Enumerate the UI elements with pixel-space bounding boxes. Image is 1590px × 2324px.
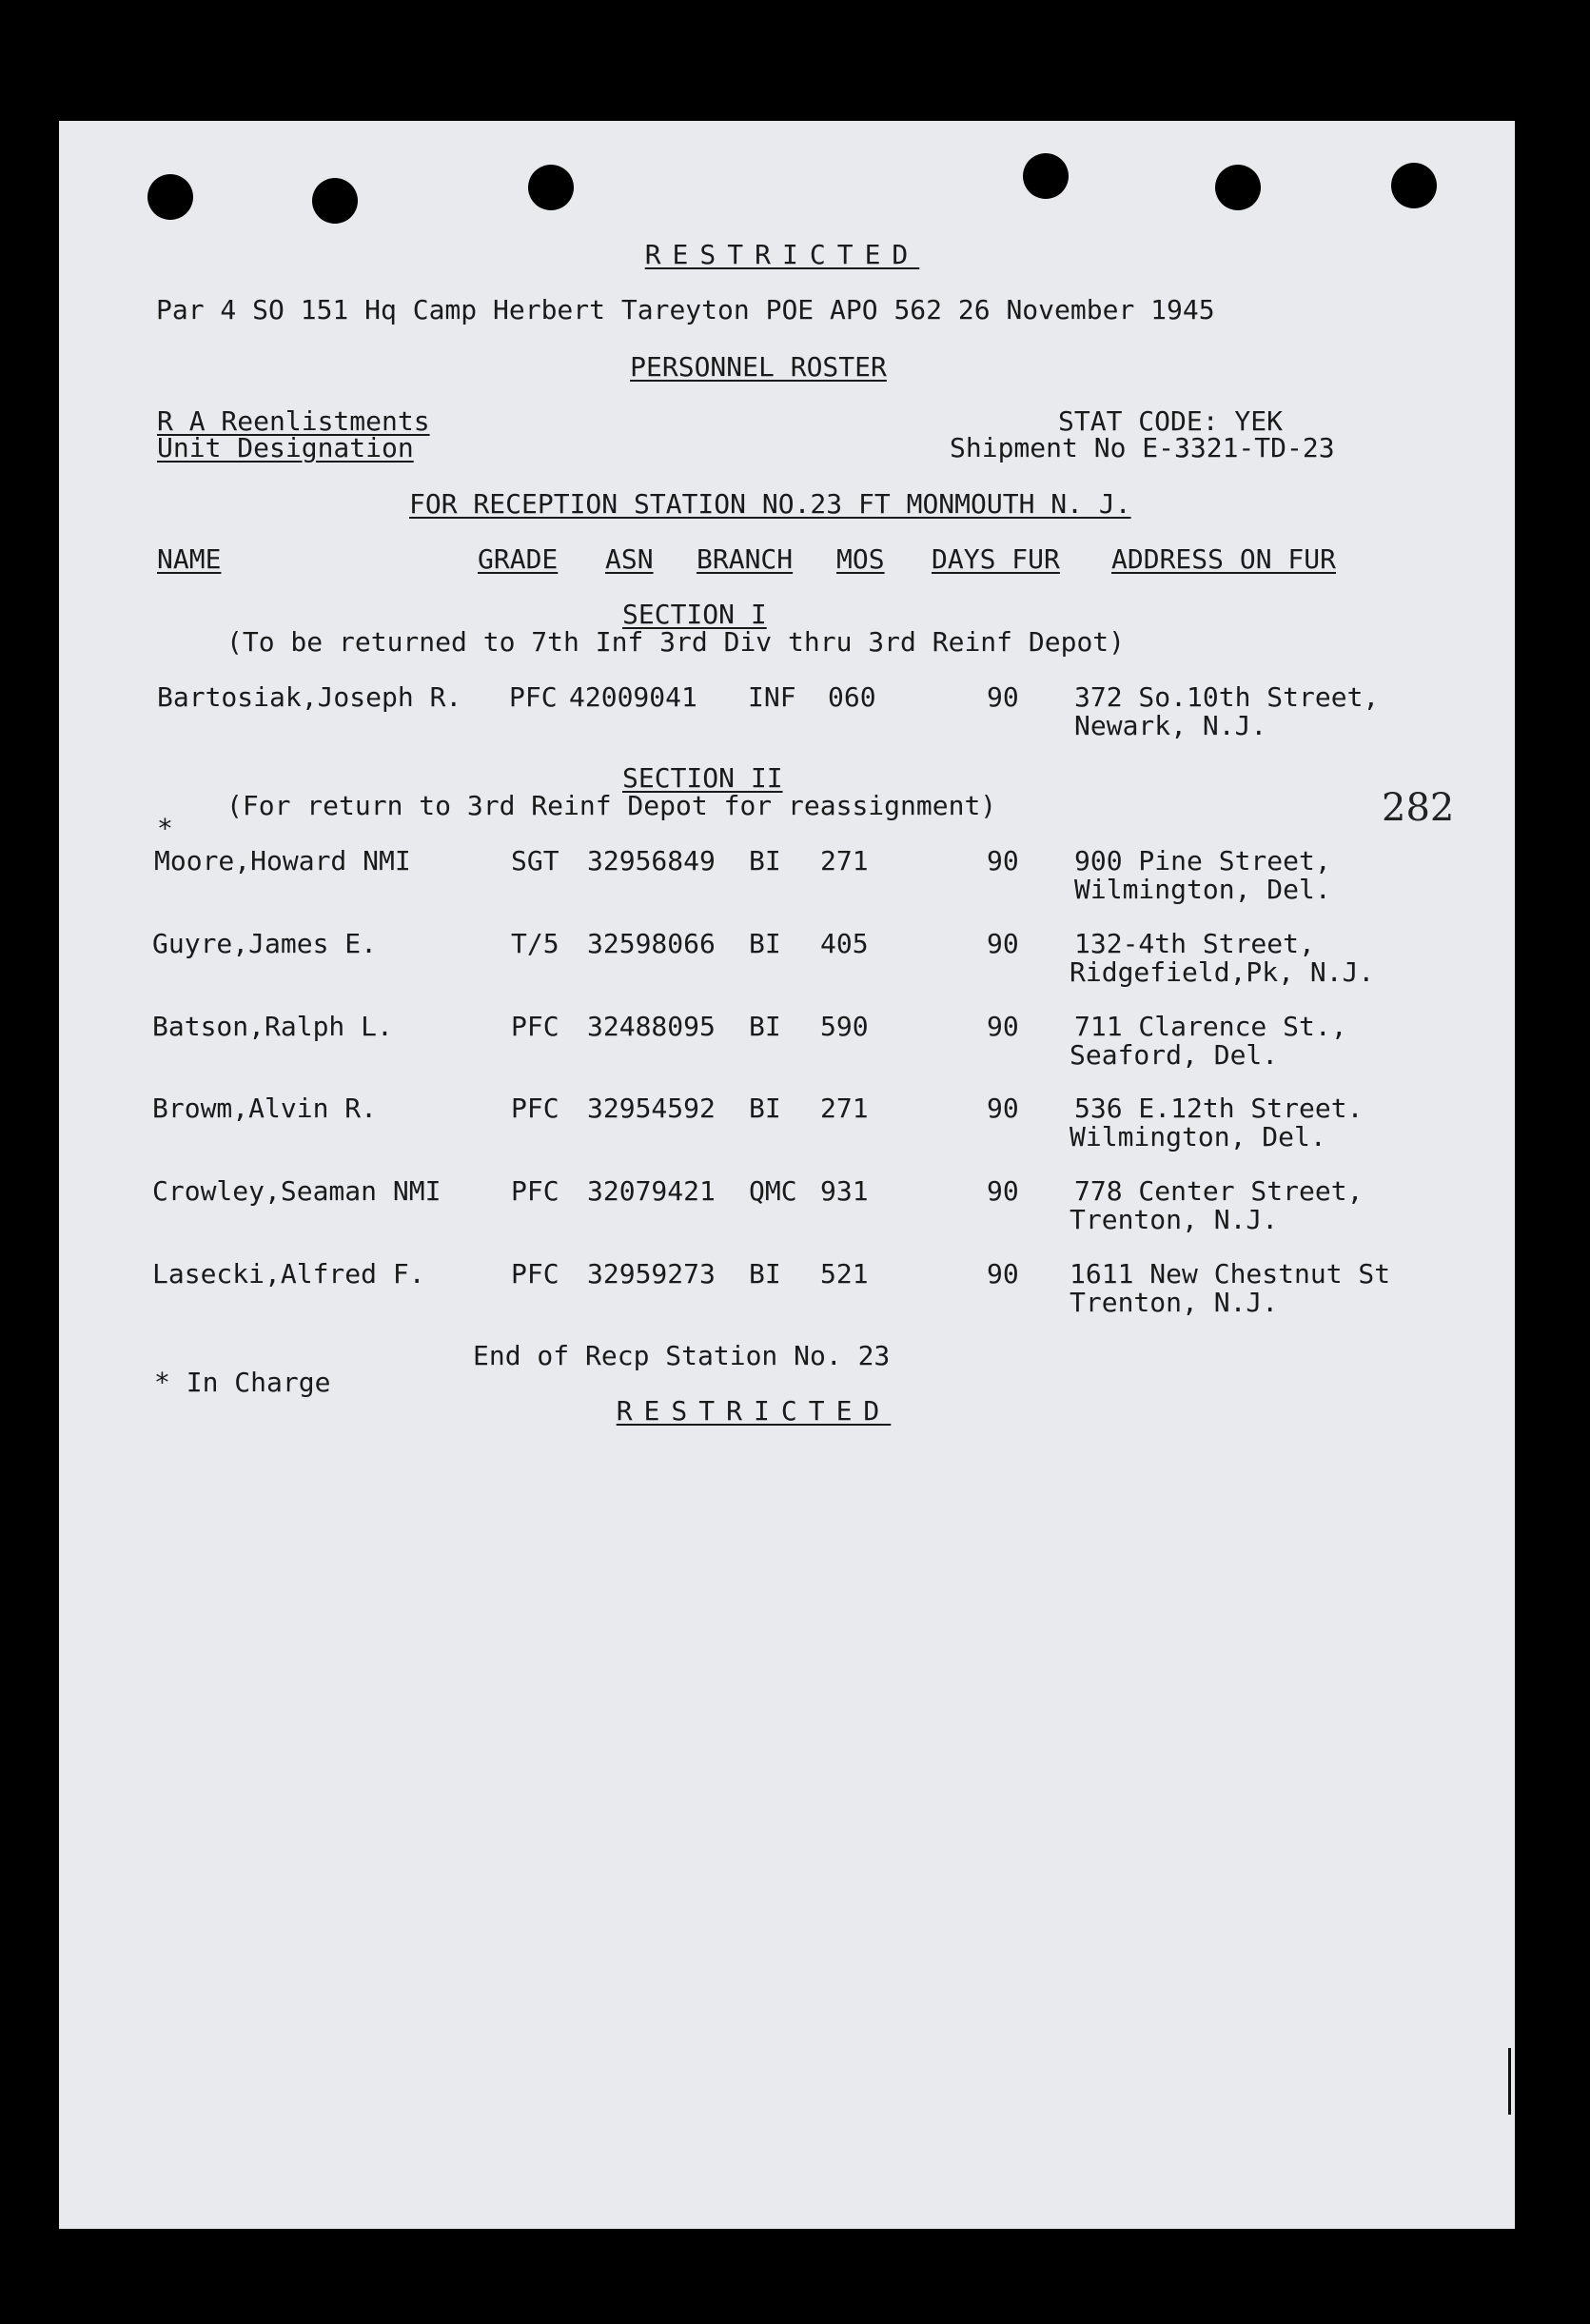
row-grade: PFC <box>511 1011 559 1042</box>
section-2-title: SECTION II <box>622 762 783 794</box>
row-grade: PFC <box>511 1258 559 1290</box>
row-branch: BI <box>749 1258 781 1290</box>
section-1-title: SECTION I <box>622 599 767 630</box>
in-charge-star: * <box>157 813 173 844</box>
section-1-note: (To be returned to 7th Inf 3rd Div thru 3rd Reinf Depot) <box>226 626 1126 658</box>
row-address-line1: 900 Pine Street, <box>1074 845 1331 876</box>
row-name: Moore,Howard NMI <box>154 845 411 876</box>
col-grade: GRADE <box>478 543 559 575</box>
row-days: 90 <box>987 928 1019 959</box>
row-address-line2: Seaford, Del. <box>1070 1039 1279 1071</box>
row-address-line2: Trenton, N.J. <box>1070 1204 1279 1235</box>
col-name: NAME <box>157 543 222 575</box>
row-address-line1: 711 Clarence St., <box>1074 1011 1347 1042</box>
roster-title: PERSONNEL ROSTER <box>630 351 887 383</box>
classification-bottom: RESTRICTED <box>616 1395 892 1427</box>
punch-hole <box>1391 163 1437 208</box>
row-mos: 590 <box>820 1011 869 1042</box>
row-mos: 271 <box>820 1093 869 1124</box>
row-branch: BI <box>749 1011 781 1042</box>
classification-top: RESTRICTED <box>644 239 920 270</box>
row-days: 90 <box>987 1093 1019 1124</box>
row-asn: 42009041 <box>569 681 697 713</box>
row-grade: PFC <box>511 1093 559 1124</box>
row-grade: PFC <box>511 1175 559 1207</box>
row-grade: T/5 <box>511 928 559 959</box>
order-line: Par 4 SO 151 Hq Camp Herbert Tareyton POE APO 562 26 November 1945 <box>156 294 1215 325</box>
row-mos: 931 <box>820 1175 869 1207</box>
row-grade: PFC <box>509 681 558 713</box>
row-days: 90 <box>987 681 1019 713</box>
punch-hole <box>528 165 574 210</box>
row-address-line1: 372 So.10th Street, <box>1074 681 1380 713</box>
col-branch: BRANCH <box>697 543 794 575</box>
row-mos: 271 <box>820 845 869 876</box>
row-days: 90 <box>987 1258 1019 1290</box>
stat-code: STAT CODE: YEK <box>1058 405 1284 437</box>
row-branch: QMC <box>749 1175 797 1207</box>
row-days: 90 <box>987 845 1019 876</box>
row-asn: 32956849 <box>587 845 716 876</box>
unit-label: Unit Designation <box>157 432 414 463</box>
row-branch: INF <box>748 681 796 713</box>
row-asn: 32954592 <box>587 1093 716 1124</box>
row-address-line1: 778 Center Street, <box>1074 1175 1364 1207</box>
row-name: Lasecki,Alfred F. <box>152 1258 425 1290</box>
row-days: 90 <box>987 1011 1019 1042</box>
row-address-line2: Ridgefield,Pk, N.J. <box>1070 956 1375 988</box>
scan-artifact <box>1508 2048 1511 2115</box>
col-days-fur: DAYS FUR <box>932 543 1060 575</box>
row-address-line2: Trenton, N.J. <box>1070 1287 1279 1318</box>
row-branch: BI <box>749 928 781 959</box>
handwritten-page-number: 282 <box>1382 786 1455 830</box>
row-days: 90 <box>987 1175 1019 1207</box>
row-grade: SGT <box>511 845 559 876</box>
reception-station: FOR RECEPTION STATION NO.23 FT MONMOUTH N. J. <box>409 488 1131 520</box>
row-mos: 060 <box>828 681 876 713</box>
row-name: Bartosiak,Joseph R. <box>157 681 462 713</box>
col-asn: ASN <box>605 543 654 575</box>
row-name: Browm,Alvin R. <box>152 1093 378 1124</box>
section-2-note: (For return to 3rd Reinf Depot for reassignment) <box>226 790 997 821</box>
row-address-line1: 536 E.12th Street. <box>1074 1093 1364 1124</box>
punch-hole <box>147 174 193 220</box>
end-line: End of Recp Station No. 23 <box>473 1340 891 1371</box>
row-name: Batson,Ralph L. <box>152 1011 393 1042</box>
row-asn: 32079421 <box>587 1175 716 1207</box>
unit-name: R A Reenlistments <box>157 405 430 437</box>
punch-hole <box>1023 153 1069 199</box>
col-address: ADDRESS ON FUR <box>1111 543 1337 575</box>
row-address-line2: Newark, N.J. <box>1074 710 1267 741</box>
shipment-number: Shipment No E-3321-TD-23 <box>950 432 1335 463</box>
row-asn: 32598066 <box>587 928 716 959</box>
row-branch: BI <box>749 845 781 876</box>
row-mos: 521 <box>820 1258 869 1290</box>
row-name: Guyre,James E. <box>152 928 378 959</box>
row-address-line1: 132-4th Street, <box>1074 928 1315 959</box>
document-page <box>59 121 1515 2229</box>
row-mos: 405 <box>820 928 869 959</box>
row-branch: BI <box>749 1093 781 1124</box>
row-asn: 32488095 <box>587 1011 716 1042</box>
col-mos: MOS <box>836 543 885 575</box>
row-asn: 32959273 <box>587 1258 716 1290</box>
row-address-line2: Wilmington, Del. <box>1074 874 1331 905</box>
row-name: Crowley,Seaman NMI <box>152 1175 442 1207</box>
punch-hole <box>1215 165 1261 210</box>
row-address-line2: Wilmington, Del. <box>1070 1121 1326 1152</box>
punch-hole <box>312 178 358 224</box>
in-charge-note: * In Charge <box>154 1367 331 1398</box>
row-address-line1: 1611 New Chestnut St <box>1070 1258 1391 1290</box>
